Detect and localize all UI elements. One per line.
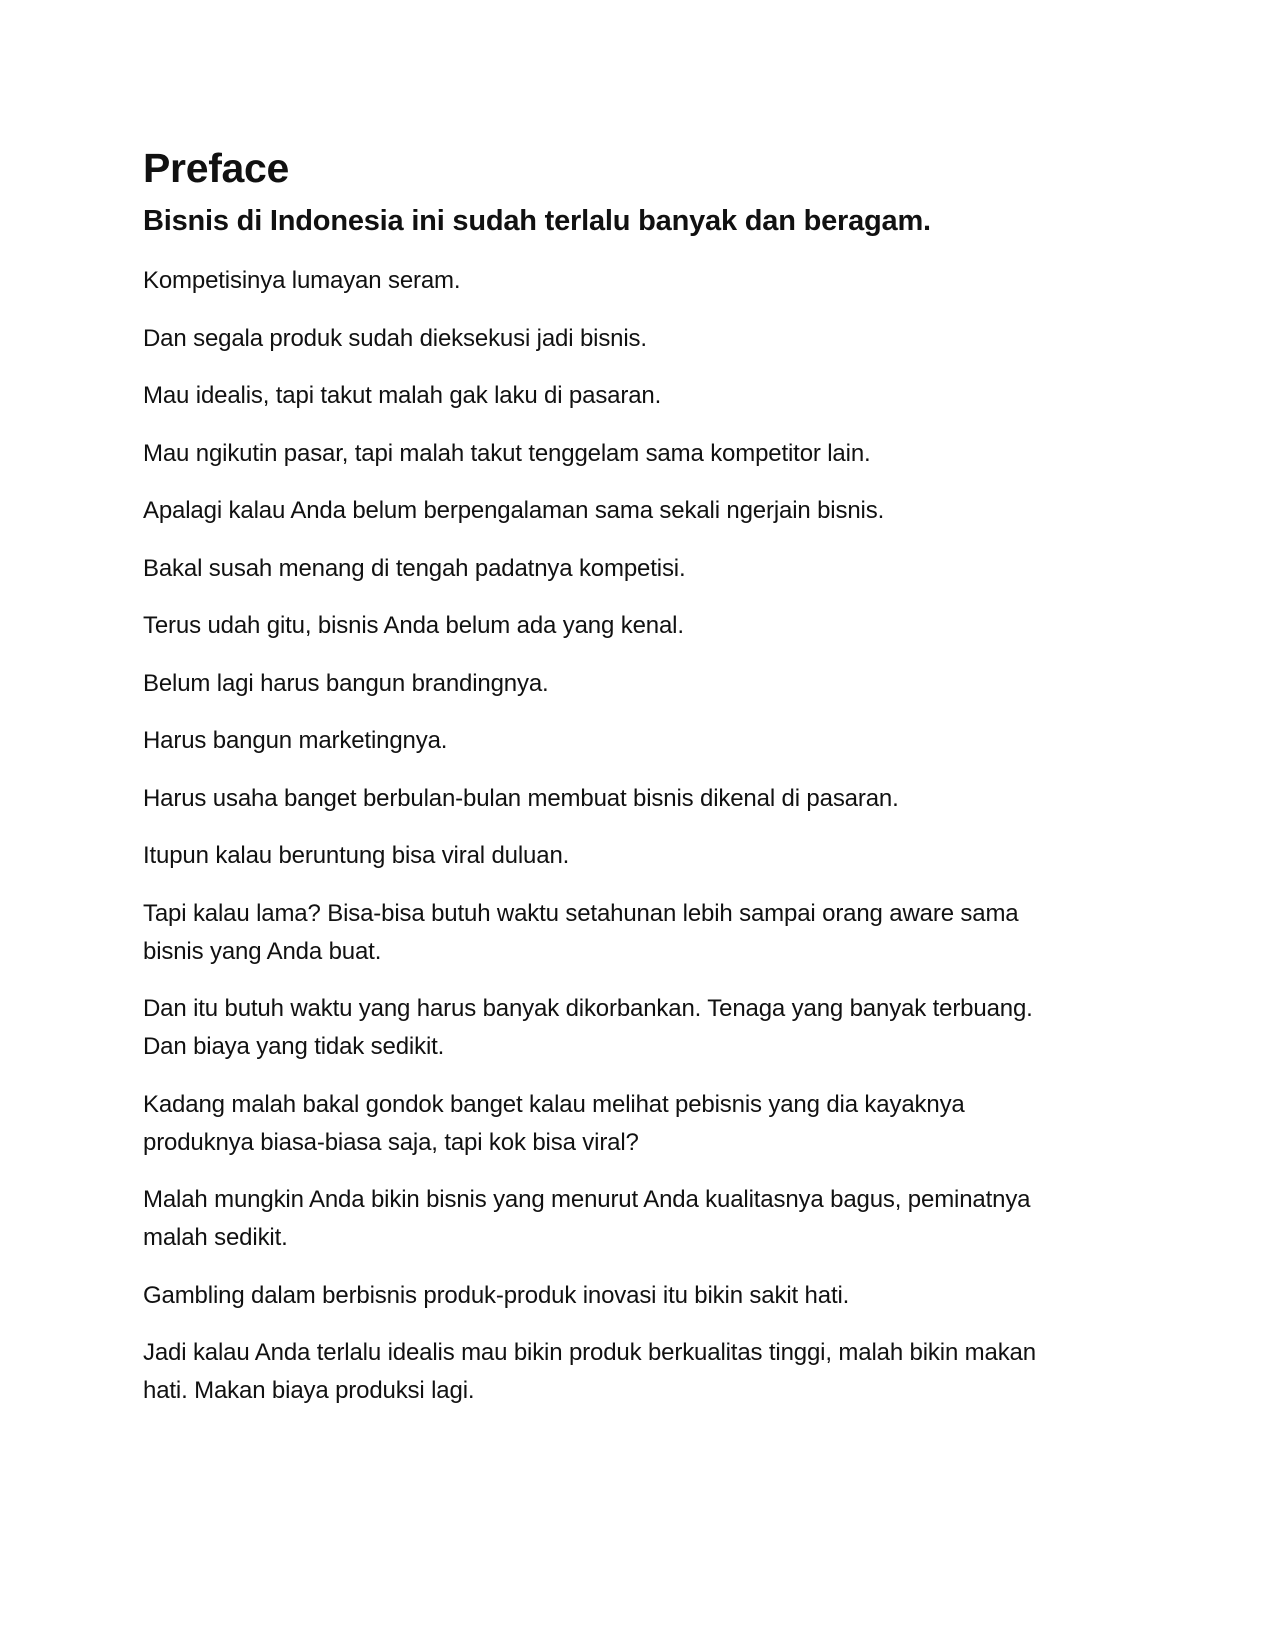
paragraph: Dan itu butuh waktu yang harus banyak dikorbankan. Tenaga yang banyak terbuang. Dan biaya yang tidak sedikit. <box>143 995 1033 1060</box>
page-title: Preface <box>143 145 290 191</box>
paragraph: Gambling dalam berbisnis produk-produk inovasi itu bikin sakit hati. <box>143 1281 850 1309</box>
body-text <box>143 262 1073 1410</box>
paragraph: Malah mungkin Anda bikin bisnis yang menurut Anda kualitasnya bagus, peminatnya malah sedikit. <box>143 1186 1031 1251</box>
page-subtitle: Bisnis di Indonesia ini sudah terlalu banyak dan beragam. <box>143 205 931 237</box>
paragraph: Belum lagi harus bangun brandingnya. <box>143 669 549 697</box>
paragraph: Jadi kalau Anda terlalu idealis mau bikin produk berkualitas tinggi, malah bikin makan hati. Makan biaya produksi lagi. <box>143 1339 1036 1404</box>
paragraph: Itupun kalau beruntung bisa viral duluan. <box>143 842 570 869</box>
paragraph: Mau idealis, tapi takut malah gak laku di pasaran. <box>143 382 662 409</box>
paragraph: Mau ngikutin pasar, tapi malah takut tenggelam sama kompetitor lain. <box>143 439 871 467</box>
document-page <box>143 140 1073 1430</box>
paragraph: Dan segala produk sudah dieksekusi jadi bisnis. <box>143 324 647 352</box>
paragraph: Kompetisinya lumayan seram. <box>143 267 461 294</box>
paragraph: Bakal susah menang di tengah padatnya kompetisi. <box>143 554 686 582</box>
paragraph: Tapi kalau lama? Bisa-bisa butuh waktu setahunan lebih sampai orang aware sama bisnis yang Anda buat. <box>143 899 1019 965</box>
paragraph: Harus usaha banget berbulan-bulan membuat bisnis dikenal di pasaran. <box>143 784 899 812</box>
paragraph: Kadang malah bakal gondok banget kalau melihat pebisnis yang dia kayaknya produknya biasa-biasa saja, tapi kok bisa viral? <box>143 1090 965 1156</box>
paragraph: Harus bangun marketingnya. <box>143 727 448 754</box>
paragraph: Terus udah gitu, bisnis Anda belum ada yang kenal. <box>143 612 684 639</box>
paragraph: Apalagi kalau Anda belum berpengalaman sama sekali ngerjain bisnis. <box>143 497 885 524</box>
